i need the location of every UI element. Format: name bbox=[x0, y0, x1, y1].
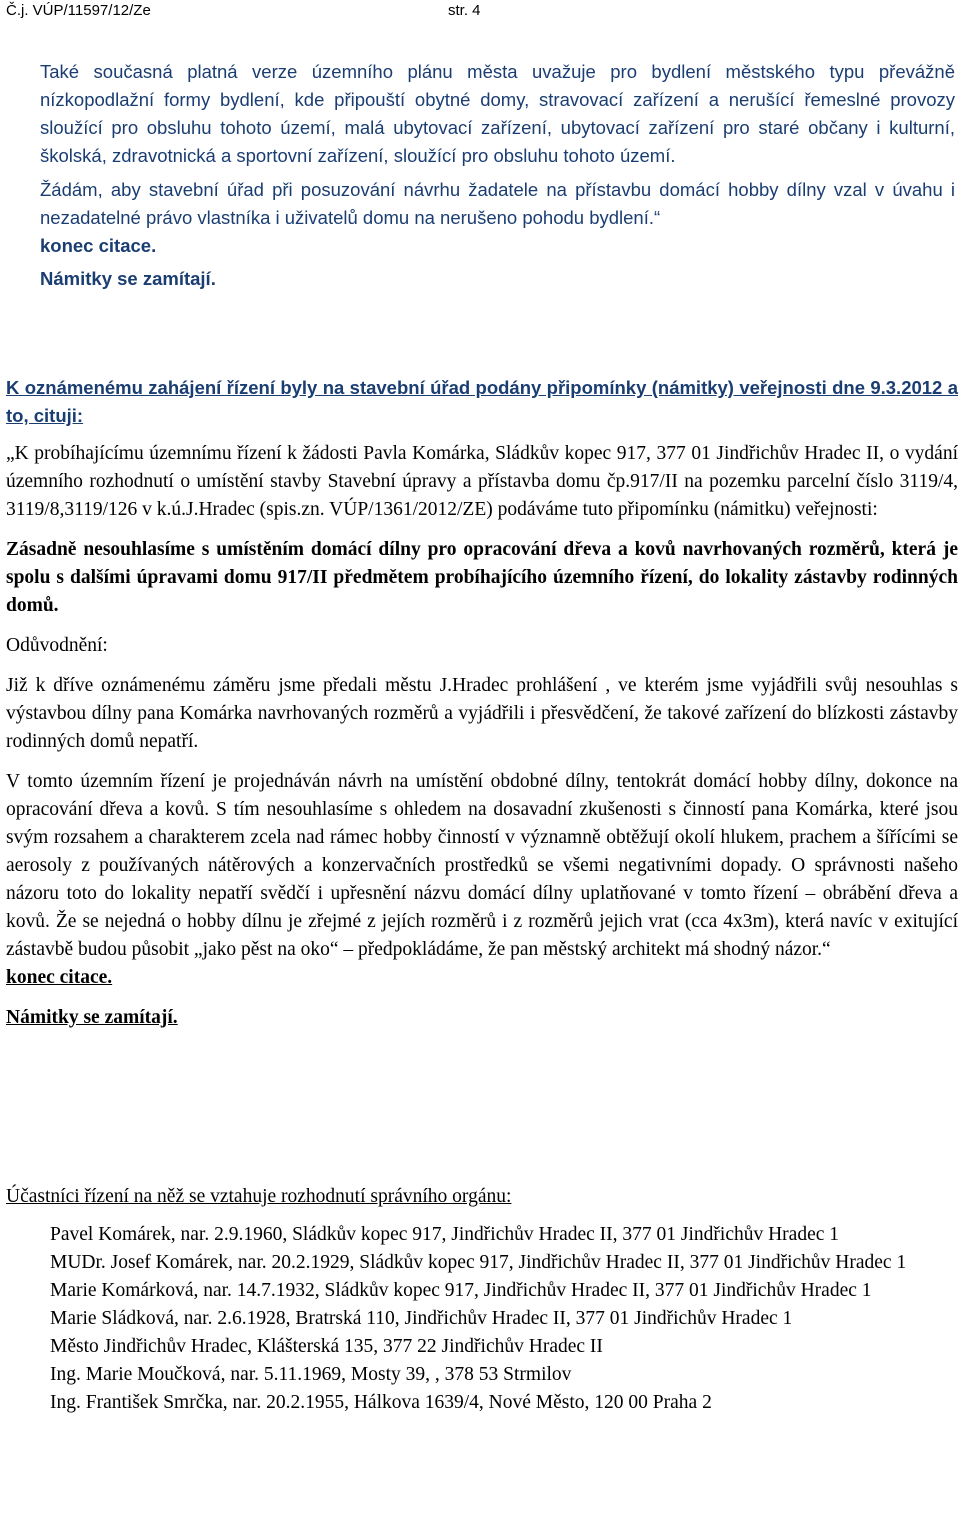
quoted-objection-2 bbox=[6, 440, 958, 1032]
end-quote-label: konec citace. bbox=[6, 967, 113, 988]
quote-paragraph-1: Také současná platná verze územního plánu města uvažuje pro bydlení městského typu převážně nízkopodlažní formy bydlení, kde připouští obytné domy, stravovací zařízení a nerušící řemeslné provozy sloužící pro obsluhu tohoto území, malá ubytovací zařízení, ubytovací zařízení pro staré občany i kulturní, školská, zdravotnická a sportovní zařízení, sloužící pro obsluhu tohoto území. bbox=[40, 61, 955, 166]
participant-item: MUDr. Josef Komárek, nar. 20.2.1929, Sládkův kopec 917, Jindřichův Hradec II, 377 01 Jindřichův Hradec 1 bbox=[50, 1252, 907, 1273]
reason-label: Odůvodnění: bbox=[6, 635, 108, 656]
page-header bbox=[6, 2, 481, 19]
reason-paragraph-1: Již k dříve oznámenému záměru jsme předali městu J.Hradec prohlášení , ve kterém jsme vyjádřili svůj nesouhlas s výstavbou dílny pana Komárka navrhovaných rozměrů a vyjádřili i přesvědčení, že takové zařízení do blízkosti zástavby rodinných domů nepatří. bbox=[6, 675, 958, 752]
quoted-objection-1 bbox=[40, 58, 955, 293]
participant-item: Marie Sládková, nar. 2.6.1928, Bratrská 110, Jindřichův Hradec II, 377 01 Jindřichův Hradec 1 bbox=[50, 1308, 793, 1329]
participant-item: Ing. Marie Moučková, nar. 5.11.1969, Mosty 39, , 378 53 Strmilov bbox=[50, 1364, 572, 1385]
quote-paragraph-2: Žádám, aby stavební úřad při posuzování návrhu žadatele na přístavbu domácí hobby dílny vzal v úvahu i nezadatelné právo vlastníka i uživatelů domu na nerušeno pohodu bydlení.“ bbox=[40, 179, 955, 228]
objection-statement: Zásadně nesouhlasíme s umístěním domácí dílny pro opracování dřeva a kovů navrhovaných rozměrů, která je spolu s dalšími úpravami domu 917/II předmětem probíhajícího územního řízení, do lokality zástavby rodinných domů. bbox=[6, 539, 958, 616]
section-heading: K oznámenému zahájení řízení byly na stavební úřad podány připomínky (námitky) veřejnosti dne 9.3.2012 a to, cituji: bbox=[6, 377, 958, 426]
end-quote-label: konec citace. bbox=[40, 235, 157, 256]
reference-number: Č.j. VÚP/11597/12/Ze bbox=[6, 2, 151, 19]
participants-list bbox=[50, 1221, 955, 1417]
participant-item: Ing. František Smrčka, nar. 20.2.1955, Hálkova 1639/4, Nové Město, 120 00 Praha 2 bbox=[50, 1392, 712, 1413]
reason-paragraph-2: V tomto územním řízení je projednáván návrh na umístění obdobné dílny, tentokrát domácí hobby dílny, dokonce na opracování dřeva a kovů. S tím nesouhlasíme s ohledem na dosavadní zkušenosti s činností pana Komárka, které jsou svým rozsahem a charakterem zcela nad rámec hobby činností v významně obtěžují okolí hlukem, prachem a šířícími se aerosoly z používaných nátěrových a konzervačních prostředků se všemi negativními dopady. O správnosti našeho názoru toto do lokality nepatří svědčí i upřesnění názvu domácí dílny uplatňované v tomto řízení – obrábění dřeva a kovů. Že se nejedná o hobby dílnu je zřejmé z jejích rozměrů i z rozměrů jejich vrat (cca 4x3m), která navíc v exitující zástavbě budou působit „jako pěst na oko“ – předpokládáme, že pan městský architekt má shodný názor.“ bbox=[6, 771, 958, 960]
participant-item: Pavel Komárek, nar. 2.9.1960, Sládkův kopec 917, Jindřichův Hradec II, 377 01 Jindřichův Hradec 1 bbox=[50, 1224, 840, 1245]
participant-item: Město Jindřichův Hradec, Klášterská 135, 377 22 Jindřichův Hradec II bbox=[50, 1336, 603, 1357]
page-number: str. 4 bbox=[448, 2, 481, 19]
verdict-rejected: Námitky se zamítají. bbox=[40, 268, 216, 289]
objection-intro: „K probíhajícímu územnímu řízení k žádosti Pavla Komárka, Sládkův kopec 917, 377 01 Jindřichův Hradec II, o vydání územního rozhodnutí o umístění stavby Stavební úpravy a přístavba domu čp.917/II na pozemku parcelní číslo 3119/4, 3119/8,3119/126 v k.ú.J.Hradec (spis.zn. VÚP/1361/2012/ZE) podáváme tuto připomínku (námitku) veřejnosti: bbox=[6, 443, 958, 520]
verdict-rejected: Námitky se zamítají. bbox=[6, 1007, 178, 1028]
participant-item: Marie Komárková, nar. 14.7.1932, Sládkův kopec 917, Jindřichův Hradec II, 377 01 Jindřichův Hradec 1 bbox=[50, 1280, 872, 1301]
participants-heading: Účastníci řízení na něž se vztahuje rozhodnutí správního orgánu: bbox=[6, 1186, 512, 1207]
